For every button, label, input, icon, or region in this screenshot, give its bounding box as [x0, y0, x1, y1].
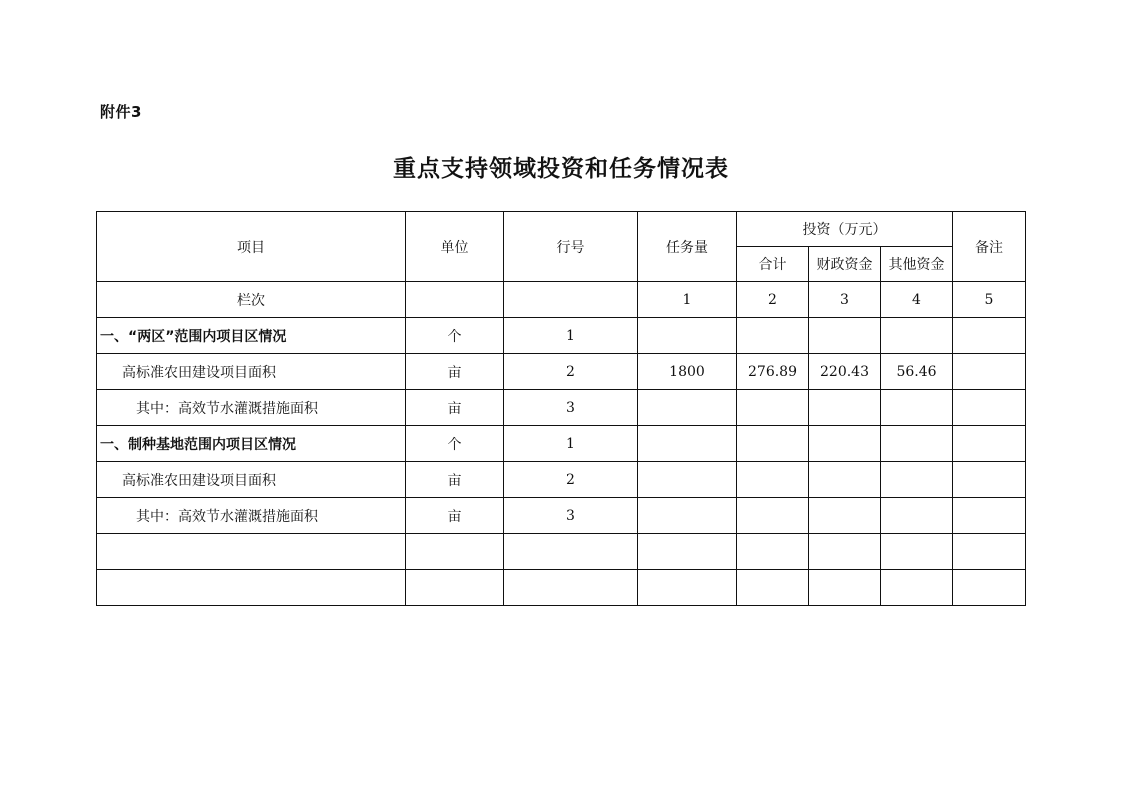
row-total [737, 570, 809, 606]
row-item: 高标准农田建设项目面积 [97, 354, 406, 390]
row-task [638, 318, 737, 354]
row-fiscal [809, 318, 881, 354]
row-remarks [953, 318, 1026, 354]
row-unit: 亩 [406, 498, 504, 534]
row-unit: 个 [406, 318, 504, 354]
header-total: 合计 [737, 247, 809, 282]
row-unit: 亩 [406, 462, 504, 498]
header-row-top [97, 212, 1026, 247]
header-task: 任务量 [638, 212, 737, 282]
column-index-row-no [504, 282, 638, 318]
column-index-remarks: 5 [953, 282, 1026, 318]
row-task [638, 498, 737, 534]
investment-task-table [96, 211, 1026, 606]
row-remarks [953, 426, 1026, 462]
row-other [881, 462, 953, 498]
table-row [97, 354, 1026, 390]
header-fiscal: 财政资金 [809, 247, 881, 282]
table-row [97, 390, 1026, 426]
table-row [97, 426, 1026, 462]
header-row-no: 行号 [504, 212, 638, 282]
table-row [97, 498, 1026, 534]
row-task [638, 462, 737, 498]
row-total [737, 426, 809, 462]
column-index-unit [406, 282, 504, 318]
table-row [97, 570, 1026, 606]
row-item: 一、“两区”范围内项目区情况 [97, 318, 406, 354]
row-total [737, 318, 809, 354]
row-unit [406, 534, 504, 570]
row-other [881, 570, 953, 606]
row-item: 其中：高效节水灌溉措施面积 [97, 498, 406, 534]
column-index-label: 栏次 [97, 282, 406, 318]
row-item [97, 570, 406, 606]
row-fiscal: 220.43 [809, 354, 881, 390]
row-total [737, 498, 809, 534]
row-other [881, 390, 953, 426]
row-remarks [953, 390, 1026, 426]
row-task: 1800 [638, 354, 737, 390]
row-no: 2 [504, 462, 638, 498]
row-total [737, 390, 809, 426]
row-fiscal [809, 426, 881, 462]
row-other [881, 534, 953, 570]
row-unit: 亩 [406, 390, 504, 426]
column-index-row [97, 282, 1026, 318]
row-no: 3 [504, 390, 638, 426]
row-no: 1 [504, 318, 638, 354]
row-unit [406, 570, 504, 606]
row-no [504, 570, 638, 606]
row-task [638, 426, 737, 462]
row-fiscal [809, 390, 881, 426]
row-item [97, 534, 406, 570]
column-index-task: 1 [638, 282, 737, 318]
row-fiscal [809, 534, 881, 570]
row-other [881, 318, 953, 354]
row-fiscal [809, 462, 881, 498]
row-task [638, 390, 737, 426]
row-fiscal [809, 498, 881, 534]
row-other [881, 498, 953, 534]
row-total [737, 462, 809, 498]
column-index-total: 2 [737, 282, 809, 318]
row-no: 2 [504, 354, 638, 390]
row-no: 1 [504, 426, 638, 462]
row-item: 其中：高效节水灌溉措施面积 [97, 390, 406, 426]
table-row [97, 534, 1026, 570]
row-fiscal [809, 570, 881, 606]
header-other: 其他资金 [881, 247, 953, 282]
row-task [638, 570, 737, 606]
header-remarks: 备注 [953, 212, 1026, 282]
row-remarks [953, 534, 1026, 570]
column-index-fiscal: 3 [809, 282, 881, 318]
table-row [97, 462, 1026, 498]
attachment-label: 附件3 [100, 103, 142, 121]
row-total: 276.89 [737, 354, 809, 390]
row-no: 3 [504, 498, 638, 534]
row-item: 高标准农田建设项目面积 [97, 462, 406, 498]
row-item: 一、制种基地范围内项目区情况 [97, 426, 406, 462]
row-remarks [953, 462, 1026, 498]
row-total [737, 534, 809, 570]
row-unit: 个 [406, 426, 504, 462]
row-no [504, 534, 638, 570]
row-other: 56.46 [881, 354, 953, 390]
row-remarks [953, 498, 1026, 534]
row-unit: 亩 [406, 354, 504, 390]
page-title: 重点支持领域投资和任务情况表 [393, 155, 729, 182]
column-index-other: 4 [881, 282, 953, 318]
row-remarks [953, 570, 1026, 606]
table-row [97, 318, 1026, 354]
header-item: 项目 [97, 212, 406, 282]
header-unit: 单位 [406, 212, 504, 282]
row-task [638, 534, 737, 570]
header-investment: 投资（万元） [737, 212, 953, 247]
row-other [881, 426, 953, 462]
row-remarks [953, 354, 1026, 390]
